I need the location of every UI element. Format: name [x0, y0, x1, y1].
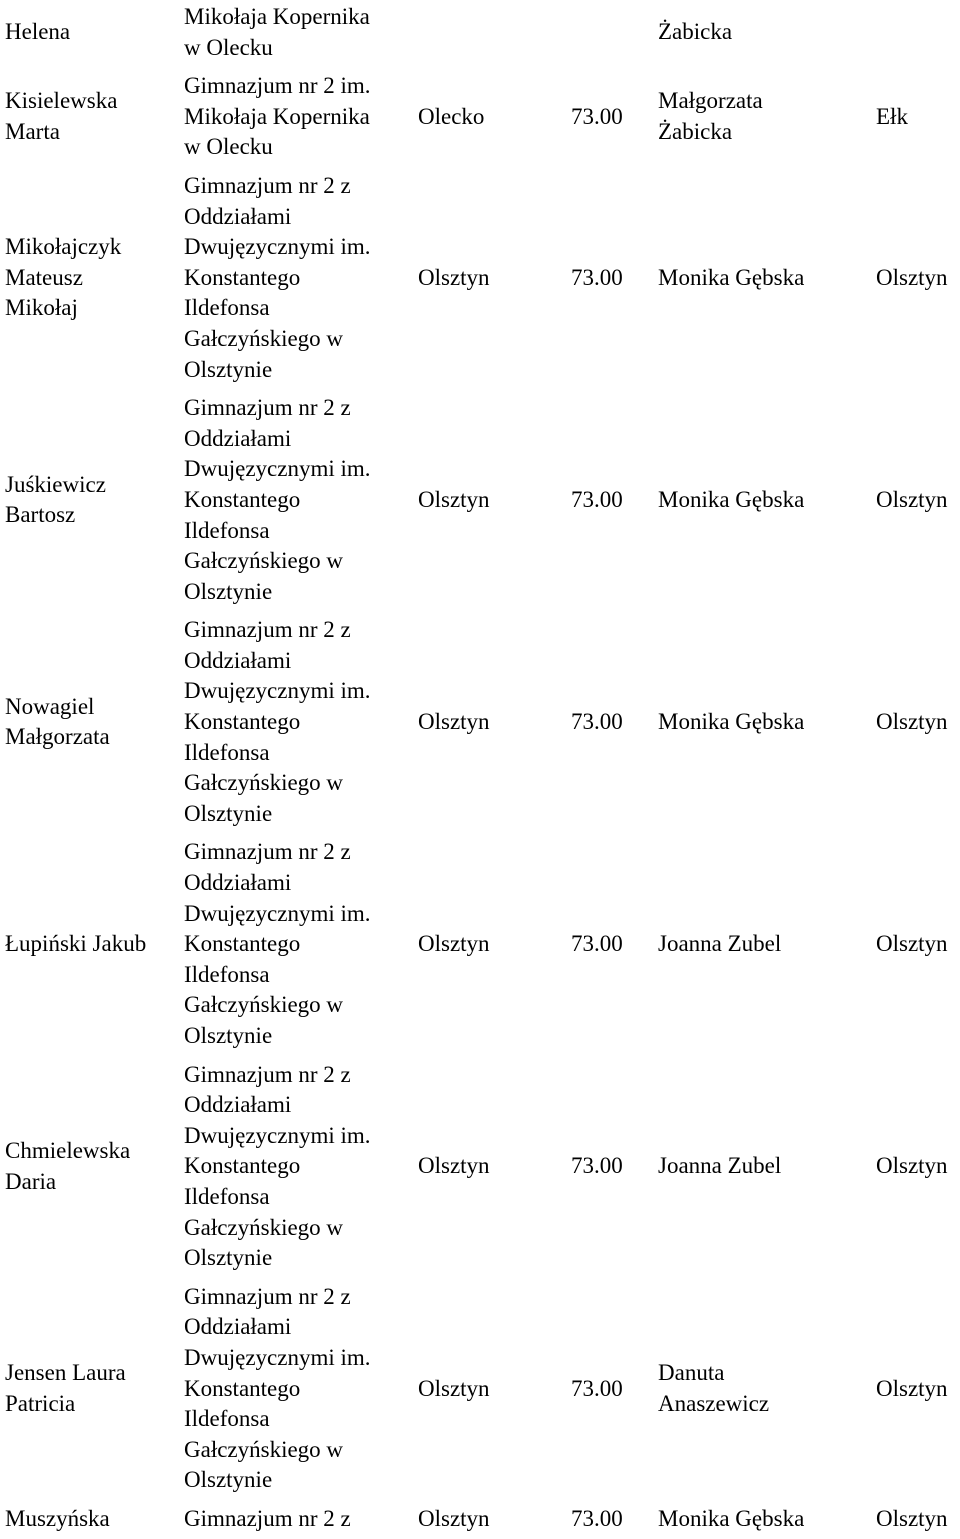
- school-line: Ildefonsa: [184, 295, 270, 321]
- exam-city-cell: Olsztyn: [876, 1375, 948, 1401]
- score-cell: 73.00: [571, 103, 623, 129]
- score-cell: 73.00: [571, 1505, 623, 1531]
- school-line: Gimnazjum nr 2 z: [184, 1505, 351, 1531]
- school-line: Gimnazjum nr 2 z: [184, 172, 351, 198]
- school-line: Dwujęzycznymi im.: [184, 1344, 371, 1370]
- school-cell: [184, 1056, 418, 1278]
- school-line: Konstantego: [184, 931, 301, 957]
- teacher-line: Danuta: [658, 1360, 725, 1386]
- exam-city-cell: Olsztyn: [876, 1505, 948, 1531]
- table-row: [0, 611, 960, 833]
- student-name: Nowagiel Małgorzata: [5, 693, 110, 750]
- school-line: Konstantego: [184, 486, 301, 512]
- school-line: Gimnazjum nr 2 z: [184, 617, 351, 643]
- teacher-line: Joanna Zubel: [658, 1153, 782, 1179]
- school-line: Ildefonsa: [184, 1183, 270, 1209]
- exam-city-cell: Ełk: [876, 103, 908, 129]
- score-cell: 73.00: [571, 1153, 623, 1179]
- school-cell: [184, 389, 418, 611]
- city-cell: Olsztyn: [418, 264, 490, 290]
- school-line: Oddziałami: [184, 203, 292, 229]
- teacher-line: Joanna Zubel: [658, 931, 782, 957]
- student-name-cell: [0, 833, 184, 1055]
- teacher-cell: [658, 1056, 876, 1278]
- student-name: Mikołajczyk Mateusz Mikołaj: [5, 234, 122, 321]
- school-line: Gimnazjum nr 2 z: [184, 1283, 351, 1309]
- city-cell: Olsztyn: [418, 931, 490, 957]
- student-name: Kisielewska Marta: [5, 88, 118, 145]
- school-line: Ildefonsa: [184, 739, 270, 765]
- student-name: Chmielewska Daria: [5, 1138, 131, 1194]
- school-cell: [184, 1278, 418, 1500]
- exam-city-cell: Olsztyn: [876, 486, 948, 512]
- school-line: Olsztynie: [184, 1245, 273, 1271]
- school-line: Olsztynie: [184, 356, 273, 382]
- student-name-cell: [0, 389, 184, 611]
- student-name-cell: [0, 1278, 184, 1500]
- teacher-cell: [658, 1278, 876, 1500]
- school-line: w Olecku: [184, 34, 273, 60]
- table-row: [0, 1056, 960, 1278]
- teacher-cell: [658, 1500, 876, 1539]
- school-line: Konstantego: [184, 709, 301, 735]
- teacher-line: Żabicka: [658, 119, 733, 145]
- school-line: Ildefonsa: [184, 517, 270, 543]
- school-cell: [184, 1500, 418, 1539]
- school-line: Dwujęzycznymi im.: [184, 1122, 371, 1148]
- table-row: [0, 0, 960, 67]
- score-cell: 73.00: [571, 709, 623, 735]
- school-line: Oddziałami: [184, 1314, 292, 1340]
- school-line: Konstantego: [184, 264, 301, 290]
- school-line: Konstantego: [184, 1375, 301, 1401]
- city-cell: Olsztyn: [418, 1375, 490, 1401]
- school-line: Konstantego: [184, 1153, 301, 1179]
- school-line: Dwujęzycznymi im.: [184, 678, 371, 704]
- school-line: Gałczyńskiego w: [184, 992, 344, 1018]
- city-cell: Olecko: [418, 103, 485, 129]
- student-name-cell: [0, 0, 184, 67]
- table-row: [0, 389, 960, 611]
- student-name: Jensen Laura Patricia: [5, 1360, 126, 1416]
- score-cell: [571, 0, 658, 67]
- school-line: Gałczyńskiego w: [184, 770, 344, 796]
- school-line: Mikołaja Kopernika: [184, 4, 370, 29]
- school-cell: [184, 0, 418, 67]
- table-row: [0, 167, 960, 389]
- school-line: Gimnazjum nr 2 z: [184, 1061, 351, 1087]
- school-line: Olsztynie: [184, 1023, 273, 1048]
- teacher-line: Monika Gębska: [658, 486, 805, 512]
- school-line: Olsztynie: [184, 578, 273, 604]
- exam-city-cell: [876, 0, 960, 67]
- table-row: [0, 833, 960, 1055]
- school-line: Gałczyńskiego w: [184, 1436, 344, 1462]
- teacher-line: Żabicka: [658, 19, 733, 45]
- school-line: Ildefonsa: [184, 1406, 270, 1432]
- school-line: Gałczyńskiego w: [184, 548, 344, 574]
- city-cell: Olsztyn: [418, 709, 490, 735]
- score-cell: 73.00: [571, 264, 623, 290]
- student-name: Muszyńska: [5, 1505, 110, 1531]
- exam-city-cell: Olsztyn: [876, 709, 948, 735]
- school-line: Oddziałami: [184, 647, 292, 673]
- school-cell: [184, 833, 418, 1055]
- school-line: Oddziałami: [184, 425, 292, 451]
- teacher-line: Anaszewicz: [658, 1390, 770, 1416]
- table-row: [0, 1500, 960, 1539]
- school-line: Gałczyńskiego w: [184, 325, 344, 351]
- school-line: Oddziałami: [184, 1092, 292, 1118]
- teacher-cell: [658, 833, 876, 1055]
- teacher-cell: [658, 167, 876, 389]
- school-line: Dwujęzycznymi im.: [184, 900, 371, 926]
- city-cell: Olsztyn: [418, 1505, 490, 1531]
- school-line: Olsztynie: [184, 800, 273, 826]
- student-name: Łupiński Jakub: [5, 931, 147, 957]
- school-line: Gałczyńskiego w: [184, 1214, 344, 1240]
- score-cell: 73.00: [571, 486, 623, 512]
- score-cell: 73.00: [571, 931, 623, 957]
- city-cell: Olsztyn: [418, 1153, 490, 1179]
- exam-city-cell: Olsztyn: [876, 931, 948, 957]
- school-line: Mikołaja Kopernika: [184, 103, 370, 129]
- exam-city-cell: Olsztyn: [876, 264, 948, 290]
- student-name-cell: [0, 67, 184, 167]
- teacher-line: Monika Gębska: [658, 1505, 805, 1531]
- student-name-cell: [0, 167, 184, 389]
- table-row: [0, 1278, 960, 1500]
- student-name: Juśkiewicz Bartosz: [5, 471, 106, 528]
- student-name: Helena: [5, 19, 71, 45]
- school-line: Olsztynie: [184, 1467, 273, 1493]
- teacher-line: Małgorzata: [658, 88, 763, 114]
- score-cell: 73.00: [571, 1375, 623, 1401]
- school-line: Gimnazjum nr 2 z: [184, 395, 351, 421]
- teacher-line: Monika Gębska: [658, 709, 805, 735]
- exam-city-cell: Olsztyn: [876, 1153, 948, 1179]
- school-line: Oddziałami: [184, 870, 292, 896]
- city-cell: Olsztyn: [418, 486, 490, 512]
- teacher-cell: [658, 67, 876, 167]
- school-cell: [184, 67, 418, 167]
- student-name-cell: [0, 611, 184, 833]
- teacher-cell: [658, 0, 876, 67]
- table-row: [0, 67, 960, 167]
- student-name-cell: [0, 1500, 184, 1539]
- school-line: w Olecku: [184, 134, 273, 160]
- school-line: Dwujęzycznymi im.: [184, 234, 371, 260]
- teacher-cell: [658, 389, 876, 611]
- teacher-line: Monika Gębska: [658, 264, 805, 290]
- school-line: Gimnazjum nr 2 im.: [184, 73, 371, 99]
- city-cell: [418, 0, 571, 67]
- school-cell: [184, 167, 418, 389]
- teacher-cell: [658, 611, 876, 833]
- school-line: Ildefonsa: [184, 961, 270, 987]
- school-cell: [184, 611, 418, 833]
- student-name-cell: [0, 1056, 184, 1278]
- school-line: Dwujęzycznymi im.: [184, 456, 371, 482]
- school-line: Gimnazjum nr 2 z: [184, 839, 351, 865]
